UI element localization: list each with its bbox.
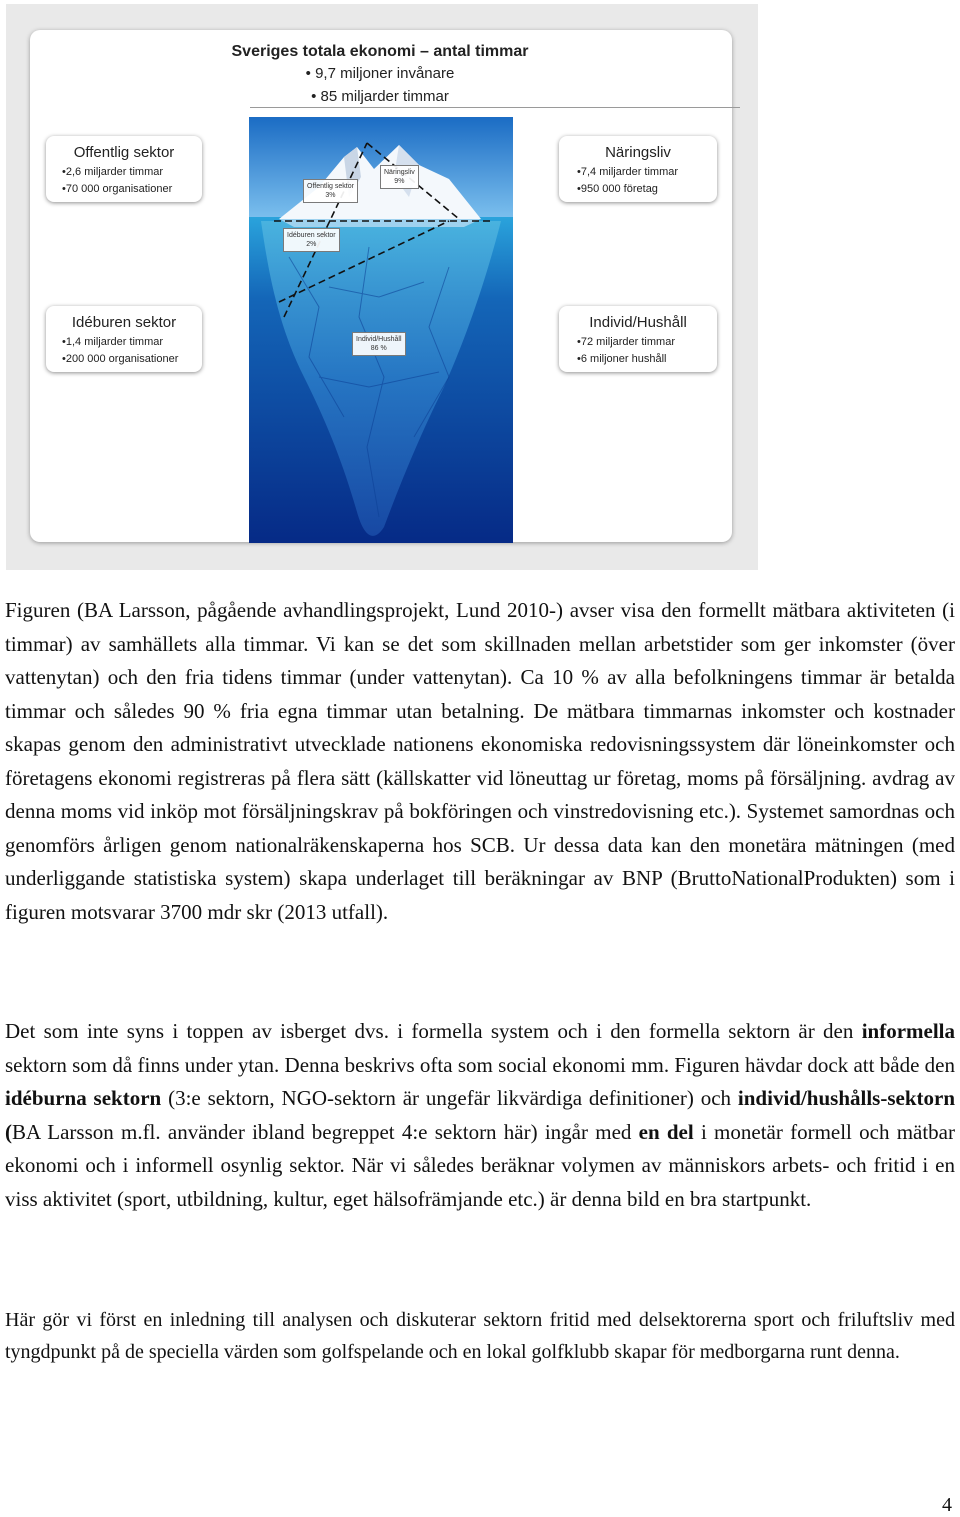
figure-bullet: • 9,7 miljoner invånare <box>305 65 455 82</box>
box-list: • 1,4 miljarder timmar • 200 000 organisationer <box>46 334 202 368</box>
figure-title: Sveriges totala ekonomi – antal timmar <box>231 43 529 60</box>
box-title: Offentlig sektor <box>73 144 175 161</box>
label-individ: Individ/Hushåll 86 % <box>352 332 406 356</box>
label-offentlig: Offentlig sektor 3% <box>303 179 358 203</box>
box-title: Idéburen sektor <box>71 314 177 331</box>
label-ideburen: Idéburen sektor 2% <box>283 228 340 252</box>
page-number: 4 <box>942 1494 952 1516</box>
box-list: • 7,4 miljarder timmar • 950 000 företag <box>559 164 717 198</box>
box-individ-hushall <box>559 306 717 372</box>
figure-bullet: • 85 miljarder timmar <box>311 88 449 105</box>
box-list: • 2,6 miljarder timmar • 70 000 organisationer <box>46 164 202 198</box>
box-title: Näringsliv <box>605 144 671 161</box>
box-ideburen-sektor <box>46 306 202 372</box>
box-list: • 72 miljarder timmar • 6 miljoner hushåll <box>559 334 717 368</box>
label-naringsliv: Näringsliv 9% <box>380 165 419 189</box>
box-offentlig-sektor <box>46 136 202 202</box>
figure-divider <box>250 107 740 108</box>
box-naringsliv <box>559 136 717 202</box>
box-title: Individ/Hushåll <box>589 314 687 331</box>
paragraph-3: Här gör vi först en inledning till analysen och diskuterar sektorn fritid med delsektorerna sport och friluftsliv med tyngdpunkt på de speciella värden som golfspelande och en lokal golfklubb skapar för medborgarna runt denna. <box>5 1309 955 1363</box>
paragraph-2: Det som inte syns i toppen av isberget dvs. i formella system och i den formella sektorn är den informella sektorn som då finns under ytan. Denna beskrivs ofta som social ekonomi mm. Figuren hävdar dock att både den idéburna sektorn (3:e sektorn, NGO-sektorn är ungefär likvärdiga definitioner) och individ/hushålls-sektorn (BA Larsson m.fl. använder ibland begreppet 4:e sektorn här) ingår med en del i monetär formell och mätbar ekonomi och i informell osynlig sektor. När vi således beräknar volymen av människors arbets- och fritid i en viss aktivitet (sport, utbildning, kultur, eget hälsofrämjande etc.) är denna bild en bra startpunkt. <box>5 1019 956 1211</box>
paragraph-1: Figuren (BA Larsson, pågående avhandlingsprojekt, Lund 2010-) avser visa den formellt mätbara aktiviteten (i timmar) av samhällets alla timmar. Vi kan se det som skillnaden mellan arbetstider som ger inkomster (över vattenytan) och den fria tidens timmar (under vattenytan). Ca 10 % av alla befolkningens timmar är betalda timmar och således 90 % fria egna timmar utan betalning. De mätbara timmarnas inkomster och kostnader skapas genom den administrativt utvecklade nationens ekonomiska redovisningssystem där löneinkomster och företagens ekonomi registreras på flera sätt (källskatter vid löneuttag ur företag, moms på försäljning. avdrag av denna moms vid inköp mot försäljningskrav på bokföringen och vinstredovisning etc.). Systemet samordnas och genomförs årligen genom nationalräkenskaperna hos SCB. Ur dessa data kan den monetära mätningen (med underliggande statistiska system) skapa underlaget till beräkningar av BNP (BruttoNationalProdukten) som i figuren motsvarar 3700 mdr skr (2013 utfall). <box>5 598 955 924</box>
figure-title-block <box>150 42 610 108</box>
